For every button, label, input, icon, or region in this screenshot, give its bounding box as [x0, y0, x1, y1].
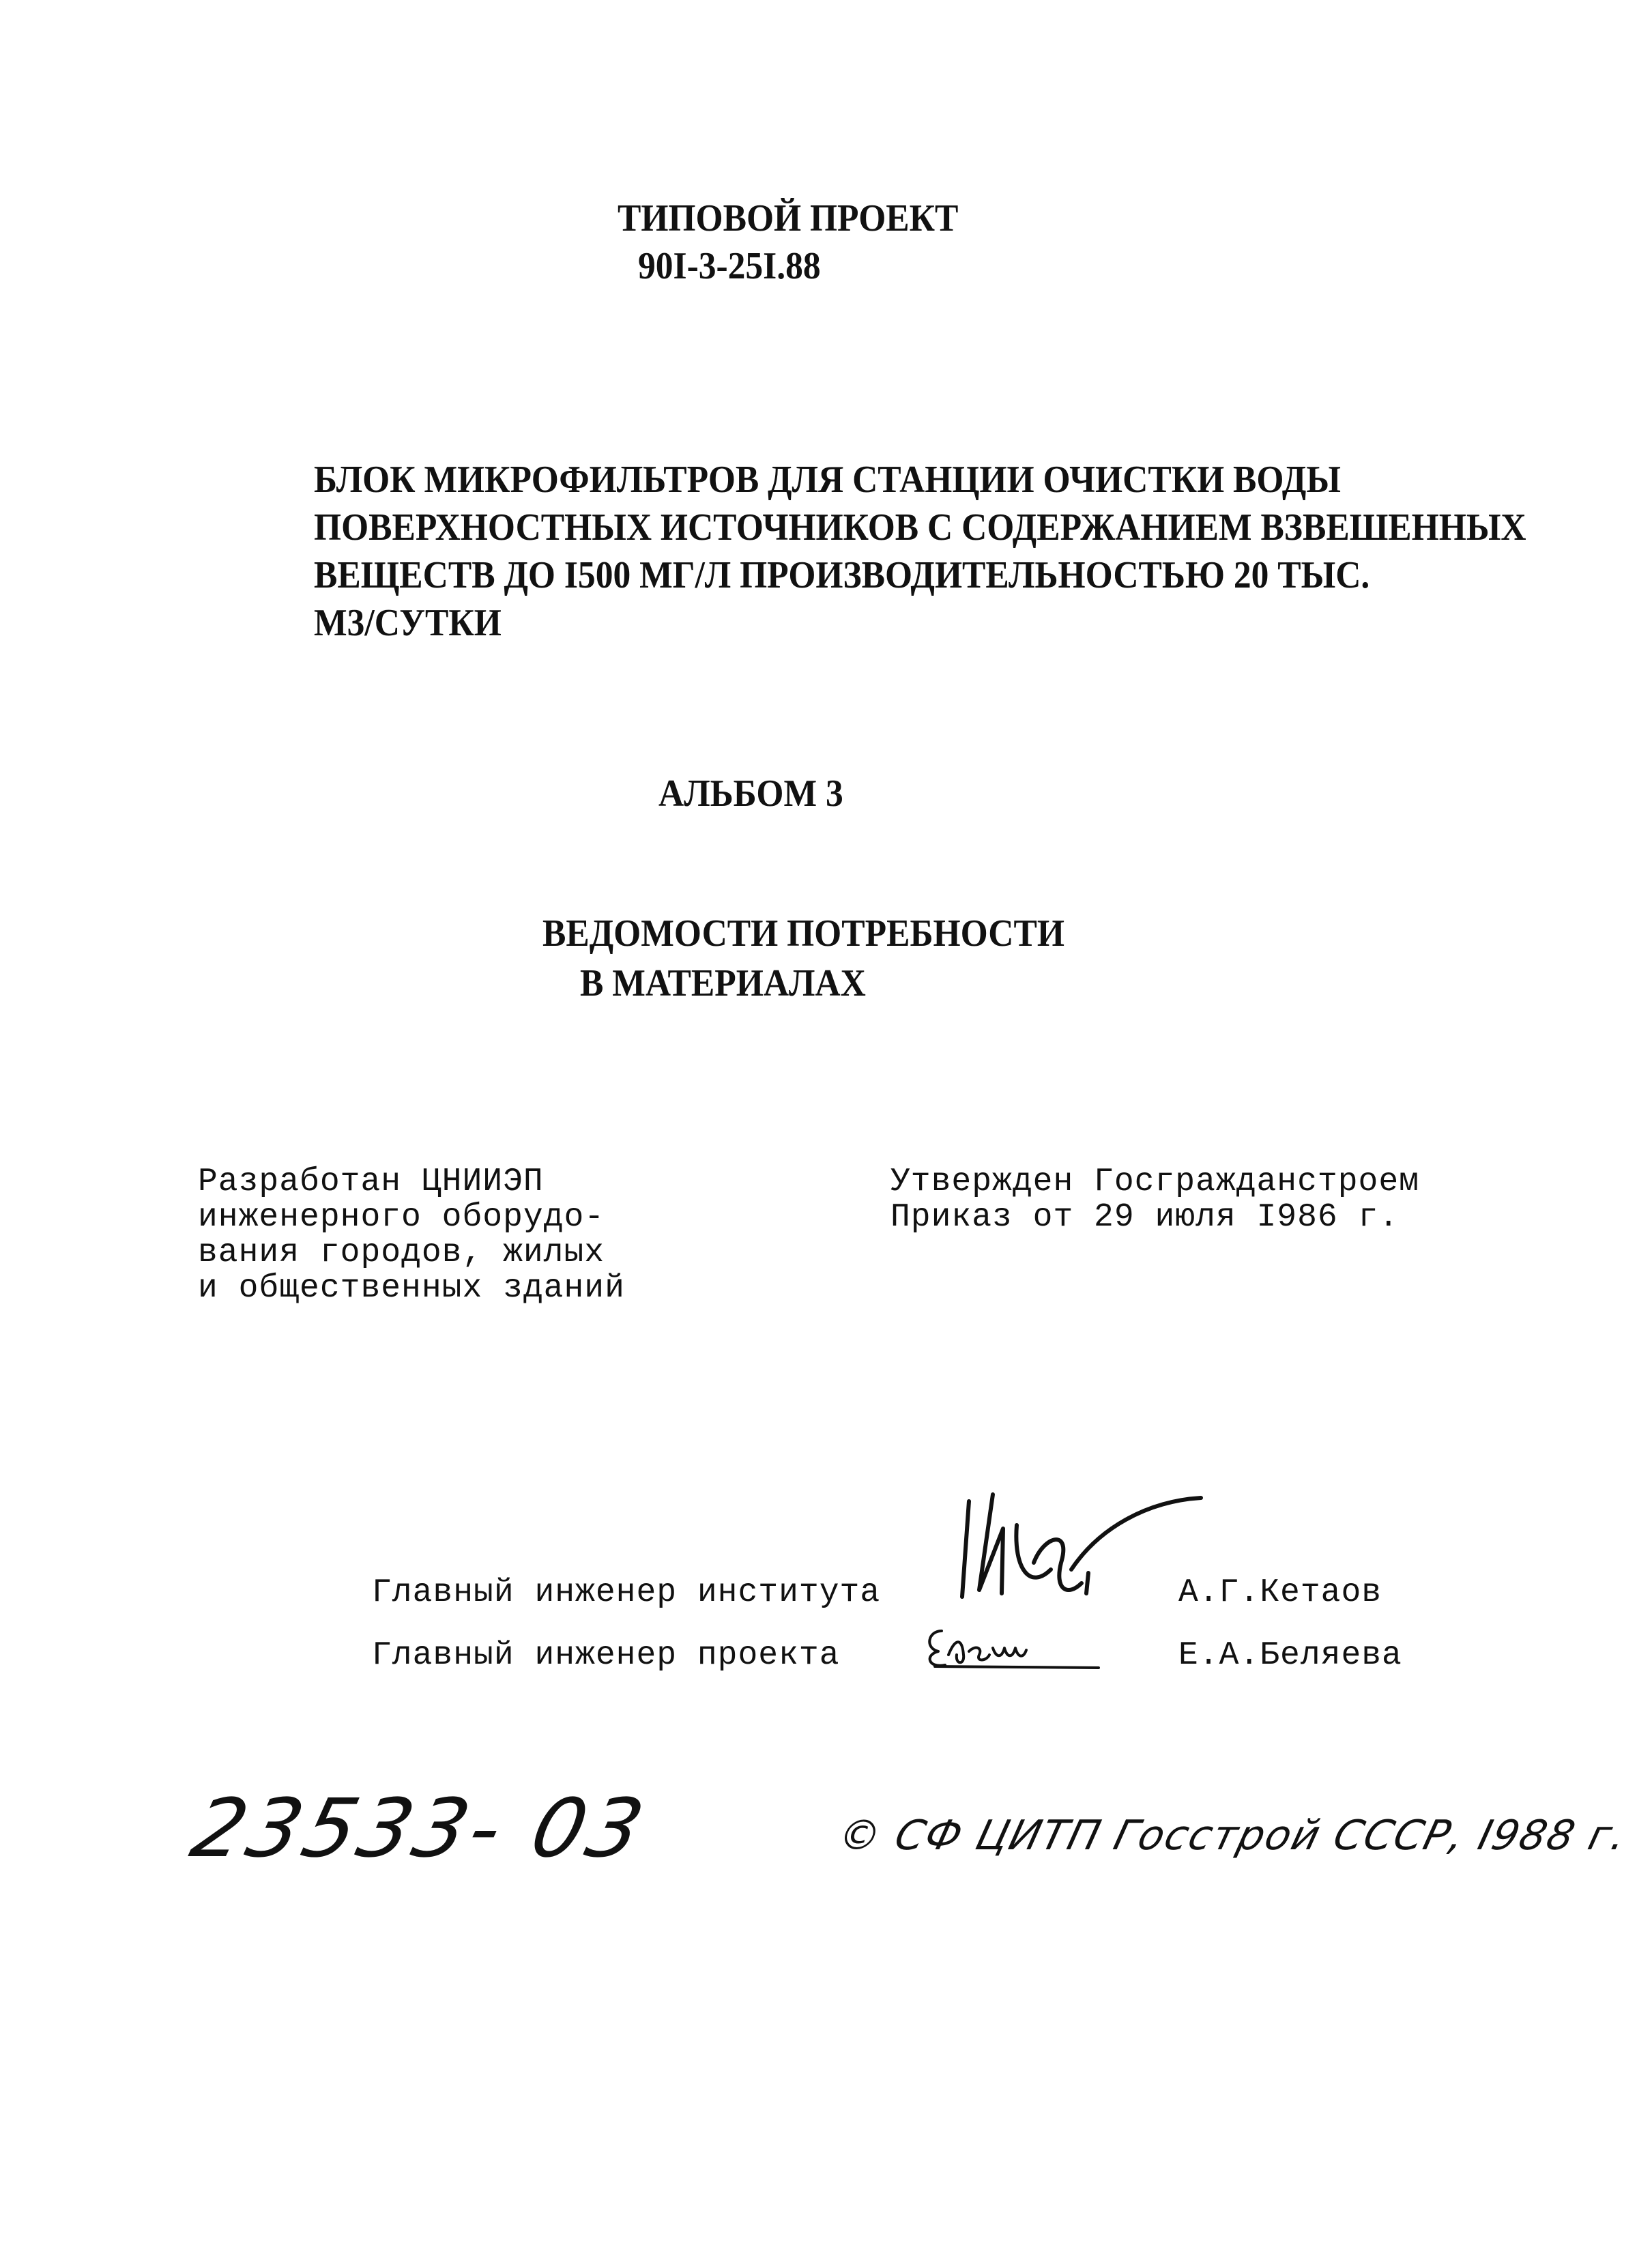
developer-line: и общественных зданий [198, 1270, 625, 1307]
title-line: БЛОК МИКРОФИЛЬТРОВ ДЛЯ СТАНЦИИ ОЧИСТКИ ВОДЫ [314, 459, 1341, 501]
signature-chief-engineer-project [921, 1617, 1112, 1679]
approval-line: Приказ от 29 июля I986 г. [890, 1199, 1400, 1236]
title-line: ВЕЩЕСТВ ДО I500 МГ/Л ПРОИЗВОДИТЕЛЬНОСТЬЮ 20 ТЫС. [314, 554, 1370, 596]
signature-chief-engineer-institute [942, 1488, 1215, 1624]
signer-role: Главный инженер института [372, 1574, 881, 1611]
signer-role: Главный инженер проекта [372, 1637, 840, 1674]
signer-name: Е.А.Беляева [1178, 1637, 1402, 1674]
signer-name: А.Г.Кетаов [1178, 1574, 1382, 1611]
project-number: 90I-3-25I.88 [638, 245, 821, 287]
developer-line: вания городов, жилых [198, 1234, 605, 1271]
catalog-code: 23533- 03 [182, 1781, 656, 1875]
project-type: ТИПОВОЙ ПРОЕКТ [618, 197, 959, 240]
approval-line: Утвержден Госгражданстроем [890, 1163, 1419, 1200]
section-line: ВЕДОМОСТИ ПОТРЕБНОСТИ [542, 912, 1064, 955]
developer-line: инженерного оборудо- [198, 1199, 605, 1236]
copyright-notice: © СФ ЦИТП Госстрой СССР, I988 г. [833, 1812, 1633, 1860]
title-line: М3/СУТКИ [314, 602, 502, 644]
album-label: АЛЬБОМ 3 [658, 772, 843, 815]
developer-line: Разработан ЦНИИЭП [198, 1163, 544, 1200]
title-line: ПОВЕРХНОСТНЫХ ИСТОЧНИКОВ С СОДЕРЖАНИЕМ ВЗВЕШЕННЫХ [314, 506, 1526, 549]
section-line: В МАТЕРИАЛАХ [580, 962, 866, 1004]
